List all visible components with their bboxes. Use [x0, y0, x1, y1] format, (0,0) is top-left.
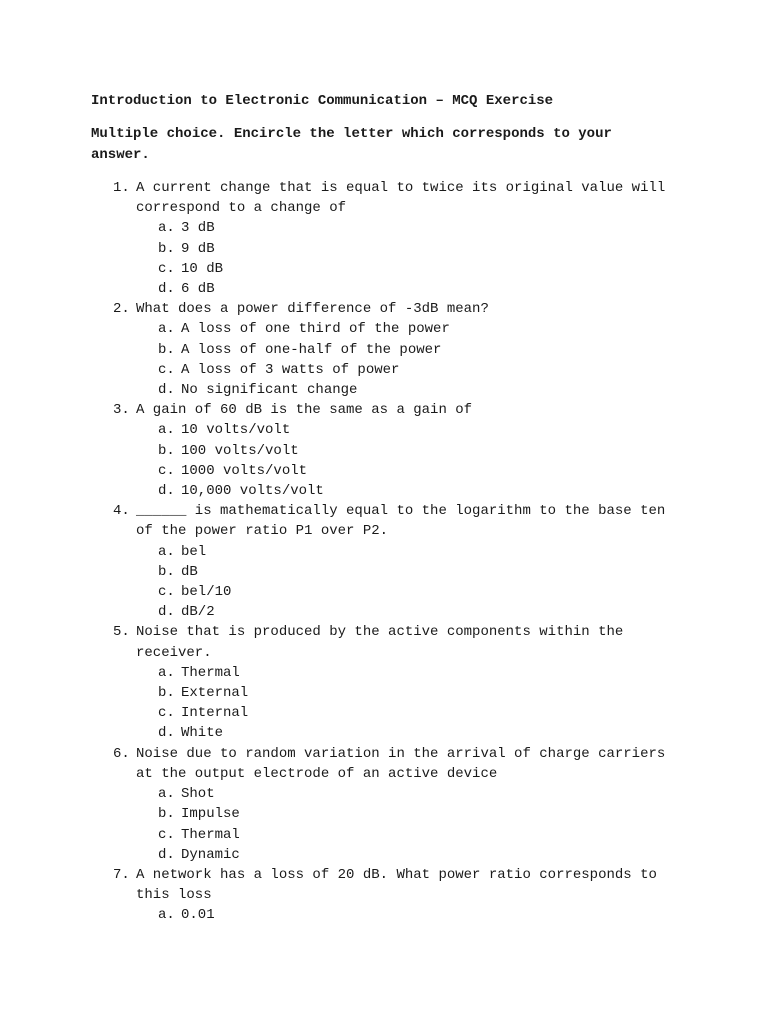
question-number: 5.	[113, 624, 130, 641]
option-letter: d.	[158, 483, 175, 500]
answer-option	[0, 804, 768, 824]
answer-option	[0, 825, 768, 845]
question-number: 6.	[113, 745, 130, 762]
option-letter: a.	[158, 664, 175, 681]
option-text: 100 volts/volt	[181, 442, 299, 459]
document-title: Introduction to Electronic Communication – MCQ Exercise	[91, 93, 554, 109]
answer-option	[0, 562, 768, 582]
instructions-text: Multiple choice. Encircle the letter which corresponds to your answer.	[91, 126, 612, 163]
answer-option	[0, 663, 768, 683]
answer-option	[0, 239, 768, 259]
option-text: 3 dB	[181, 220, 215, 237]
option-text: Thermal	[181, 664, 240, 681]
option-letter: c.	[158, 260, 175, 277]
option-text: Thermal	[181, 826, 240, 843]
option-text: 10 dB	[181, 260, 224, 277]
question-number: 3.	[113, 402, 130, 419]
option-letter: d.	[158, 281, 175, 298]
question-item	[0, 622, 676, 662]
answer-option	[0, 319, 768, 339]
question-number: 2.	[113, 301, 130, 318]
answer-option	[0, 461, 768, 481]
option-text: Shot	[181, 786, 215, 803]
option-letter: a.	[158, 321, 175, 338]
option-text: External	[181, 685, 249, 702]
question-text: Noise due to random variation in the arrival of charge carriers at the output electrode of an active device	[136, 745, 666, 782]
question-item	[0, 501, 676, 541]
option-letter: b.	[158, 341, 175, 358]
answer-option	[0, 481, 768, 501]
question-item	[0, 744, 676, 784]
option-text: bel	[181, 543, 207, 560]
option-text: White	[181, 725, 224, 742]
answer-option	[0, 845, 768, 865]
option-letter: b.	[158, 685, 175, 702]
answer-option	[0, 784, 768, 804]
option-text: A loss of 3 watts of power	[181, 361, 400, 378]
option-letter: c.	[158, 584, 175, 601]
option-letter: a.	[158, 422, 175, 439]
question-text: A gain of 60 dB is the same as a gain of	[136, 402, 473, 419]
option-letter: a.	[158, 786, 175, 803]
answer-option	[0, 420, 768, 440]
answer-option	[0, 723, 768, 743]
answer-option	[0, 905, 768, 925]
answer-option	[0, 218, 768, 238]
question-text: A network has a loss of 20 dB. What power ratio corresponds to this loss	[136, 866, 657, 904]
option-text: dB/2	[181, 604, 215, 621]
option-letter: c.	[158, 826, 175, 843]
option-letter: a.	[158, 543, 175, 560]
question-number: 1.	[113, 180, 130, 196]
option-text: A loss of one third of the power	[181, 321, 450, 338]
option-text: 1000 volts/volt	[181, 462, 308, 479]
question-item	[0, 299, 676, 319]
option-letter: b.	[158, 806, 175, 823]
option-text: Internal	[181, 705, 249, 722]
answer-option	[0, 602, 768, 622]
question-item	[0, 865, 676, 905]
answer-option	[0, 441, 768, 461]
option-letter: c.	[158, 462, 175, 479]
option-text: 10 volts/volt	[181, 422, 291, 439]
option-letter: d.	[158, 846, 175, 863]
option-text: Dynamic	[181, 846, 240, 863]
option-letter: d.	[158, 382, 175, 399]
answer-option	[0, 683, 768, 703]
option-letter: a.	[158, 907, 175, 924]
question-list	[0, 178, 768, 926]
option-text: Impulse	[181, 806, 240, 823]
answer-option	[0, 340, 768, 360]
answer-option	[0, 259, 768, 279]
answer-option	[0, 703, 768, 723]
answer-option	[0, 542, 768, 562]
question-text: What does a power difference of -3dB mean?	[136, 301, 489, 318]
option-letter: b.	[158, 442, 175, 459]
option-letter: b.	[158, 563, 175, 580]
option-letter: b.	[158, 240, 175, 257]
option-letter: c.	[158, 361, 175, 378]
question-number: 7.	[113, 866, 130, 883]
answer-option	[0, 380, 768, 400]
option-text: dB	[181, 563, 198, 580]
option-text: A loss of one-half of the power	[181, 341, 442, 358]
answer-option	[0, 279, 768, 299]
option-text: 10,000 volts/volt	[181, 483, 324, 500]
option-text: bel/10	[181, 584, 232, 601]
option-text: No significant change	[181, 382, 358, 399]
option-text: 9 dB	[181, 240, 215, 257]
option-letter: c.	[158, 705, 175, 722]
option-letter: a.	[158, 220, 175, 237]
question-text: ______ is mathematically equal to the logarithm to the base ten of the power ratio P1 over P2.	[136, 503, 666, 540]
question-text: A current change that is equal to twice its original value will correspond to a change of	[136, 180, 666, 217]
question-number: 4.	[113, 503, 130, 520]
question-text: Noise that is produced by the active components within the receiver.	[136, 624, 624, 661]
option-text: 6 dB	[181, 281, 215, 298]
option-letter: d.	[158, 725, 175, 742]
question-item	[0, 400, 676, 420]
question-item	[0, 178, 676, 218]
answer-option	[0, 582, 768, 602]
answer-option	[0, 360, 768, 380]
option-letter: d.	[158, 604, 175, 621]
option-text: 0.01	[181, 907, 215, 924]
